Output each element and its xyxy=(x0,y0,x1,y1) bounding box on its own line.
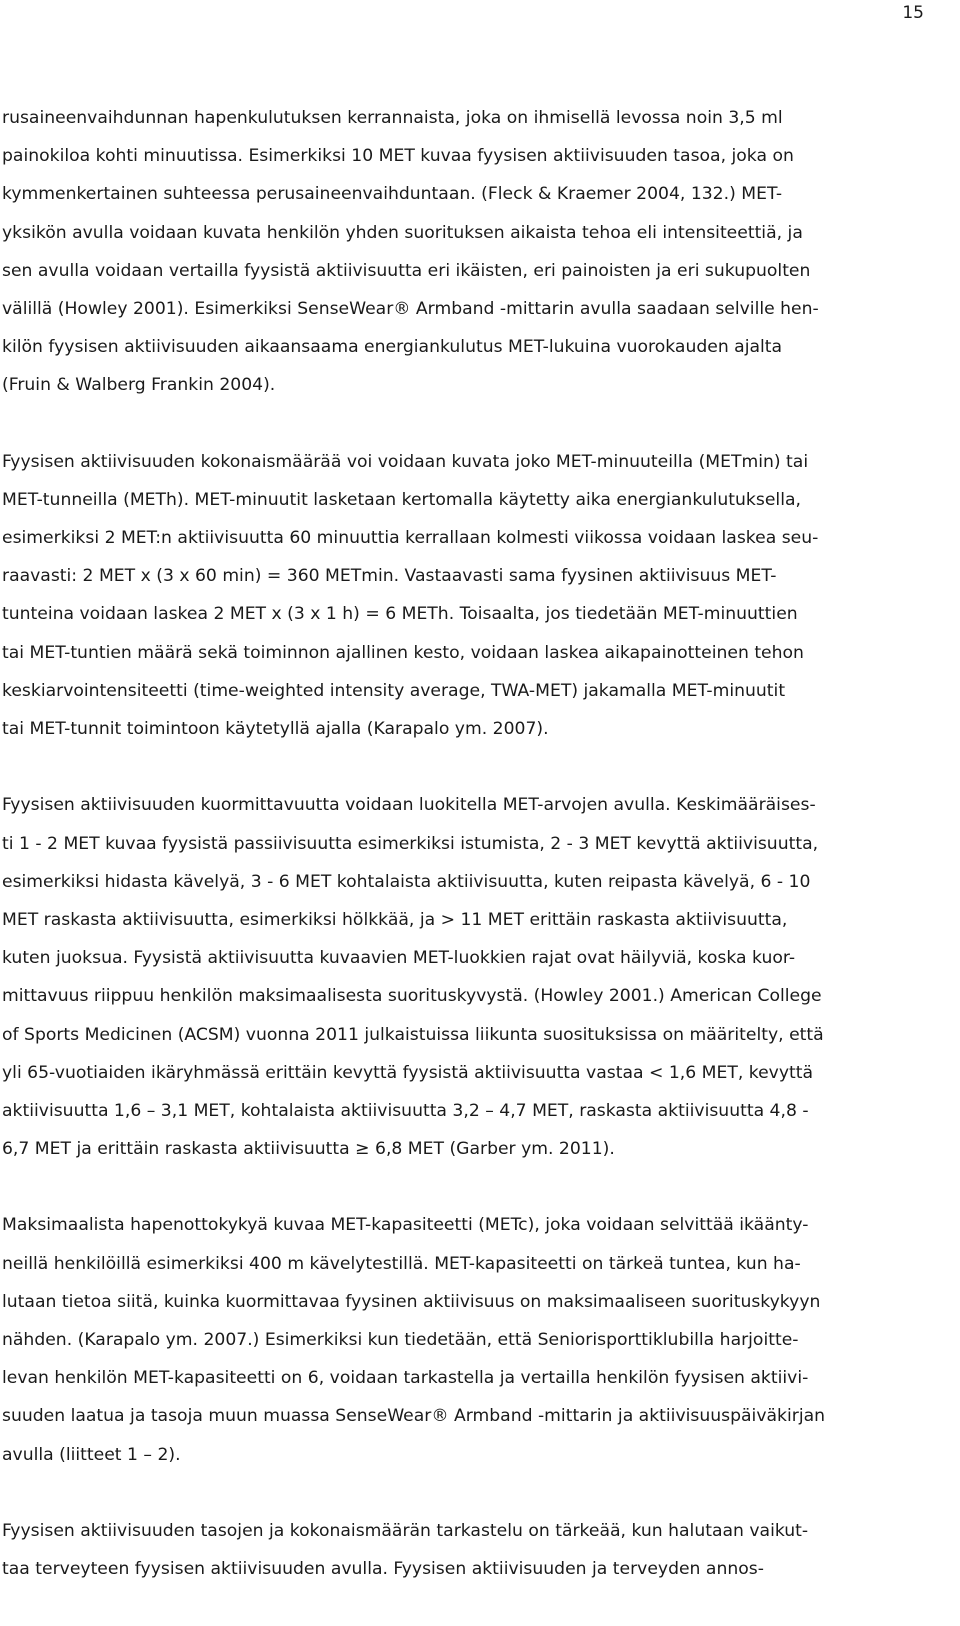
text-line: kuten juoksua. Fyysistä aktiivisuutta kuvaavien MET-luokkien rajat ovat häilyviä, koska kuor- xyxy=(2,948,796,969)
text-line: tai MET-tuntien määrä sekä toiminnon ajallinen kesto, voidaan laskea aikapainotteinen tehon xyxy=(2,642,804,663)
text-line: Fyysisen aktiivisuuden tasojen ja kokonaismäärän tarkastelu on tärkeää, kun halutaan vaikut- xyxy=(2,1520,809,1541)
text-line: MET raskasta aktiivisuutta, esimerkiksi hölkkää, ja > 11 MET erittäin raskasta aktiivisuutta, xyxy=(2,909,788,930)
text-line: keskiarvointensiteetti (time-weighted intensity average, TWA-MET) jakamalla MET-minuutit xyxy=(2,680,786,701)
text-line: nähden. (Karapalo ym. 2007.) Esimerkiksi kun tiedetään, että Seniorisporttiklubilla harjoitte- xyxy=(2,1330,799,1350)
text-line: rusaineenvaihdunnan hapenkulutuksen kerrannaista, joka on ihmisellä levossa noin 3,5 ml xyxy=(2,108,783,128)
paragraph-activity-levels xyxy=(2,1512,928,1588)
text-line: ti 1 - 2 MET kuvaa fyysistä passiivisuutta esimerkiksi istumista, 2 - 3 MET kevyttä aktiivisuutta, xyxy=(2,833,819,854)
text-line: sen avulla voidaan vertailla fyysistä aktiivisuutta eri ikäisten, eri painoisten ja eri sukupuolten xyxy=(2,260,811,281)
text-line: kilön fyysisen aktiivisuuden aikaansaama energiankulutus MET-lukuina vuorokauden ajalta xyxy=(2,337,783,358)
text-line: levan henkilön MET-kapasiteetti on 6, voidaan tarkastella ja vertailla henkilön fyysisen aktiivi- xyxy=(2,1368,809,1389)
text-line: aktiivisuutta 1,6 – 3,1 MET, kohtalaista aktiivisuutta 3,2 – 4,7 MET, raskasta aktiivisuutta 4,8 - xyxy=(2,1100,809,1121)
text-line: tunteina voidaan laskea 2 MET x (3 x 1 h) = 6 METh. Toisaalta, jos tiedetään MET-minuuttien xyxy=(2,604,798,625)
text-line: (Fruin & Walberg Frankin 2004). xyxy=(2,375,276,396)
text-line: of Sports Medicinen (ACSM) vuonna 2011 julkaistuissa liikunta suosituksissa on määritelty, että xyxy=(2,1024,824,1045)
text-line: Fyysisen aktiivisuuden kokonaismäärää voi voidaan kuvata joko MET-minuuteilla (METmin) tai xyxy=(2,451,809,472)
paragraph-met-capacity xyxy=(2,1206,928,1473)
text-line: 6,7 MET ja erittäin raskasta aktiivisuutta ≥ 6,8 MET (Garber ym. 2011). xyxy=(2,1139,615,1160)
text-line: esimerkiksi hidasta kävelyä, 3 - 6 MET kohtalaista aktiivisuutta, kuten reipasta kävelyä, 6 - 10 xyxy=(2,871,811,892)
paragraph-met-minutes xyxy=(2,443,928,749)
text-line: lutaan tietoa siitä, kuinka kuormittavaa fyysinen aktiivisuus on maksimaaliseen suorituskykyyn xyxy=(2,1291,821,1312)
text-line: neillä henkilöillä esimerkiksi 400 m kävelytestillä. MET-kapasiteetti on tärkeä tuntea, kun ha- xyxy=(2,1253,801,1274)
text-line: esimerkiksi 2 MET:n aktiivisuutta 60 minuuttia kerrallaan kolmesti viikossa voidaan laskea seu- xyxy=(2,528,819,549)
page-number: 15 xyxy=(902,3,924,23)
text-line: yksikön avulla voidaan kuvata henkilön yhden suorituksen aikaista tehoa eli intensiteettiä, ja xyxy=(2,222,803,243)
text-line: Maksimaalista hapenottokykyä kuvaa MET-kapasiteetti (METc), joka voidaan selvittää ikäänty- xyxy=(2,1215,809,1236)
text-line: MET-tunneilla (METh). MET-minuutit lasketaan kertomalla käytetty aika energiankulutuksella, xyxy=(2,489,801,510)
text-line: avulla (liitteet 1 – 2). xyxy=(2,1444,181,1465)
text-line: mittavuus riippuu henkilön maksimaalisesta suorituskyvystä. (Howley 2001.) American College xyxy=(2,986,822,1007)
text-line: Fyysisen aktiivisuuden kuormittavuutta voidaan luokitella MET-arvojen avulla. Keskimääräises- xyxy=(2,795,816,816)
document-body xyxy=(2,99,928,1588)
text-line: kymmenkertainen suhteessa perusaineenvaihduntaan. (Fleck & Kraemer 2004, 132.) MET- xyxy=(2,184,783,205)
paragraph-met-definition xyxy=(2,99,928,405)
text-line: tai MET-tunnit toimintoon käytetyllä ajalla (Karapalo ym. 2007). xyxy=(2,719,549,739)
text-line: välillä (Howley 2001). Esimerkiksi SenseWear® Armband -mittarin avulla saadaan selville hen- xyxy=(2,298,819,319)
text-line: taa terveyteen fyysisen aktiivisuuden avulla. Fyysisen aktiivisuuden ja terveyden annos- xyxy=(2,1559,764,1580)
text-line: yli 65-vuotiaiden ikäryhmässä erittäin kevyttä fyysistä aktiivisuutta vastaa < 1,6 MET, kevyttä xyxy=(2,1062,814,1083)
paragraph-met-classification xyxy=(2,786,928,1168)
text-line: painokiloa kohti minuutissa. Esimerkiksi 10 MET kuvaa fyysisen aktiivisuuden tasoa, joka on xyxy=(2,146,794,167)
text-line: raavasti: 2 MET x (3 x 60 min) = 360 METmin. Vastaavasti sama fyysinen aktiivisuus MET- xyxy=(2,566,777,587)
text-line: suuden laatua ja tasoja muun muassa SenseWear® Armband -mittarin ja aktiivisuuspäiväkirjan xyxy=(2,1406,826,1427)
